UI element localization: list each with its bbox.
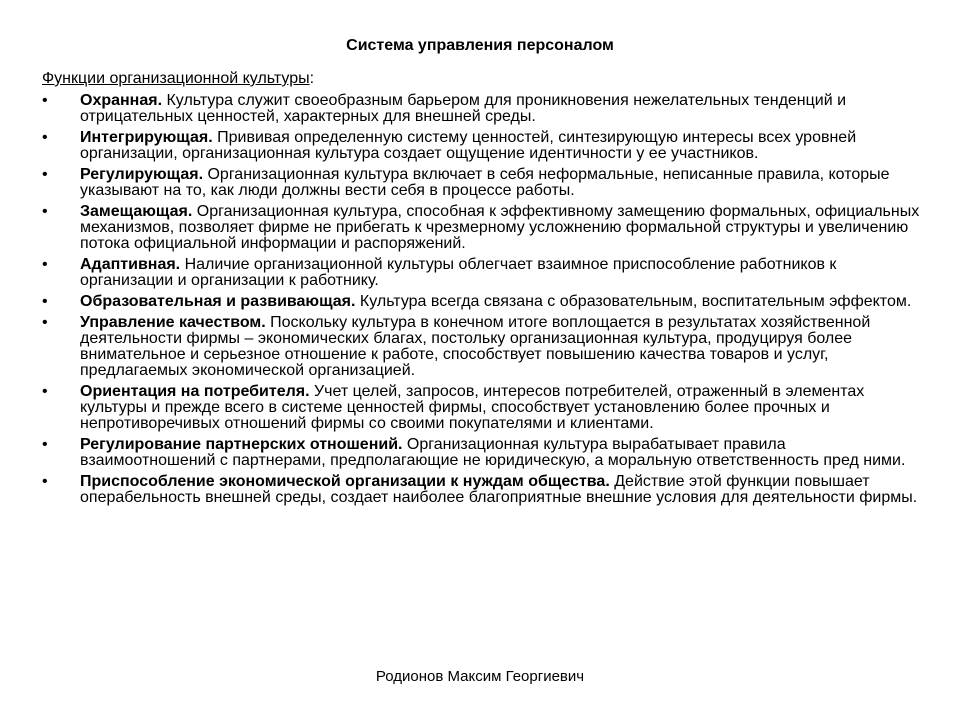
list-item: [42, 437, 922, 469]
bullet-icon: •: [42, 383, 48, 400]
bullet-icon: •: [42, 203, 48, 220]
list-item: [42, 257, 922, 289]
list-item: [42, 93, 922, 125]
item-title: Ориентация на потребителя.: [80, 383, 310, 400]
functions-list: [42, 93, 922, 511]
item-description: Наличие организационной культуры облегчает взаимное приспособление работников к организации и организации к работнику.: [80, 256, 837, 289]
bullet-icon: •: [42, 166, 48, 183]
item-title: Замещающая.: [80, 203, 193, 220]
item-description: Действие этой функции повышает операбельность внешней среды, создает наиболее благоприятные внешние условия для деятельности фирмы.: [80, 473, 918, 506]
list-item: [42, 167, 922, 199]
item-description: Организационная культура вырабатывает правила взаимоотношений с партнерами, предполагающие не юридическую, а моральную ответственность пред ними.: [80, 436, 906, 469]
item-title: Приспособление экономической организации к нуждам общества.: [80, 473, 610, 490]
list-item: [42, 294, 922, 310]
list-item: [42, 384, 922, 432]
item-title: Адаптивная.: [80, 256, 181, 273]
item-description: Культура всегда связана с образовательным, воспитательным эффектом.: [355, 293, 912, 310]
item-title: Управление качеством.: [80, 314, 266, 331]
bullet-icon: •: [42, 129, 48, 146]
item-title: Регулирующая.: [80, 166, 204, 183]
item-description: Организационная культура включает в себя неформальные, неписанные правила, которые указывают на то, как люди должны вести себя в процессе работы.: [80, 166, 890, 199]
bullet-icon: •: [42, 473, 48, 490]
subtitle-colon: :: [309, 70, 315, 87]
subtitle: [42, 70, 314, 88]
item-title: Регулирование партнерских отношений.: [80, 436, 403, 453]
list-item: [42, 130, 922, 162]
bullet-icon: •: [42, 436, 48, 453]
item-description: Культура служит своеобразным барьером для проникновения нежелательных тенденций и отрицательных ценностей, характерных для внешней среды.: [80, 92, 847, 125]
item-description: Прививая определенную систему ценностей, синтезирующую интересы всех уровней организации, организационная культура создает ощущение идентичности у ее участников.: [80, 129, 857, 162]
slide-title: Система управления персоналом: [346, 37, 614, 54]
bullet-icon: •: [42, 92, 48, 109]
bullet-icon: •: [42, 293, 48, 310]
subtitle-text: Функции организационной культуры: [42, 70, 310, 87]
author-footer: Родионов Максим Георгиевич: [375, 668, 585, 685]
list-item: [42, 204, 922, 252]
item-description: Организационная культура, способная к эффективному замещению формальных, официальных механизмов, позволяет фирме не прибегать к чрезмерному усложнению формальной структуры и увеличению потока официальной информации и распоряжений.: [80, 203, 920, 252]
list-item: [42, 474, 922, 506]
item-description: Поскольку культура в конечном итоге воплощается в результатах хозяйственной деятельности фирмы – экономических благах, постольку организационная культура, продуцируя более внимательное и серьезное отношение к работе, способствует повышению качества товаров и услуг, предлагаемых экономической организацией.: [80, 314, 871, 379]
list-item: [42, 315, 922, 379]
item-description: Учет целей, запросов, интересов потребителей, отраженный в элементах культуры и прежде всего в системе ценностей фирмы, способствует установлению более прочных и непротиворечивых отношений фирмы со своими покупателями и клиентами.: [80, 383, 865, 432]
item-title: Интегрирующая.: [80, 129, 213, 146]
item-title: Охранная.: [80, 92, 163, 109]
item-title: Образовательная и развивающая.: [80, 293, 356, 310]
bullet-icon: •: [42, 256, 48, 273]
bullet-icon: •: [42, 314, 48, 331]
